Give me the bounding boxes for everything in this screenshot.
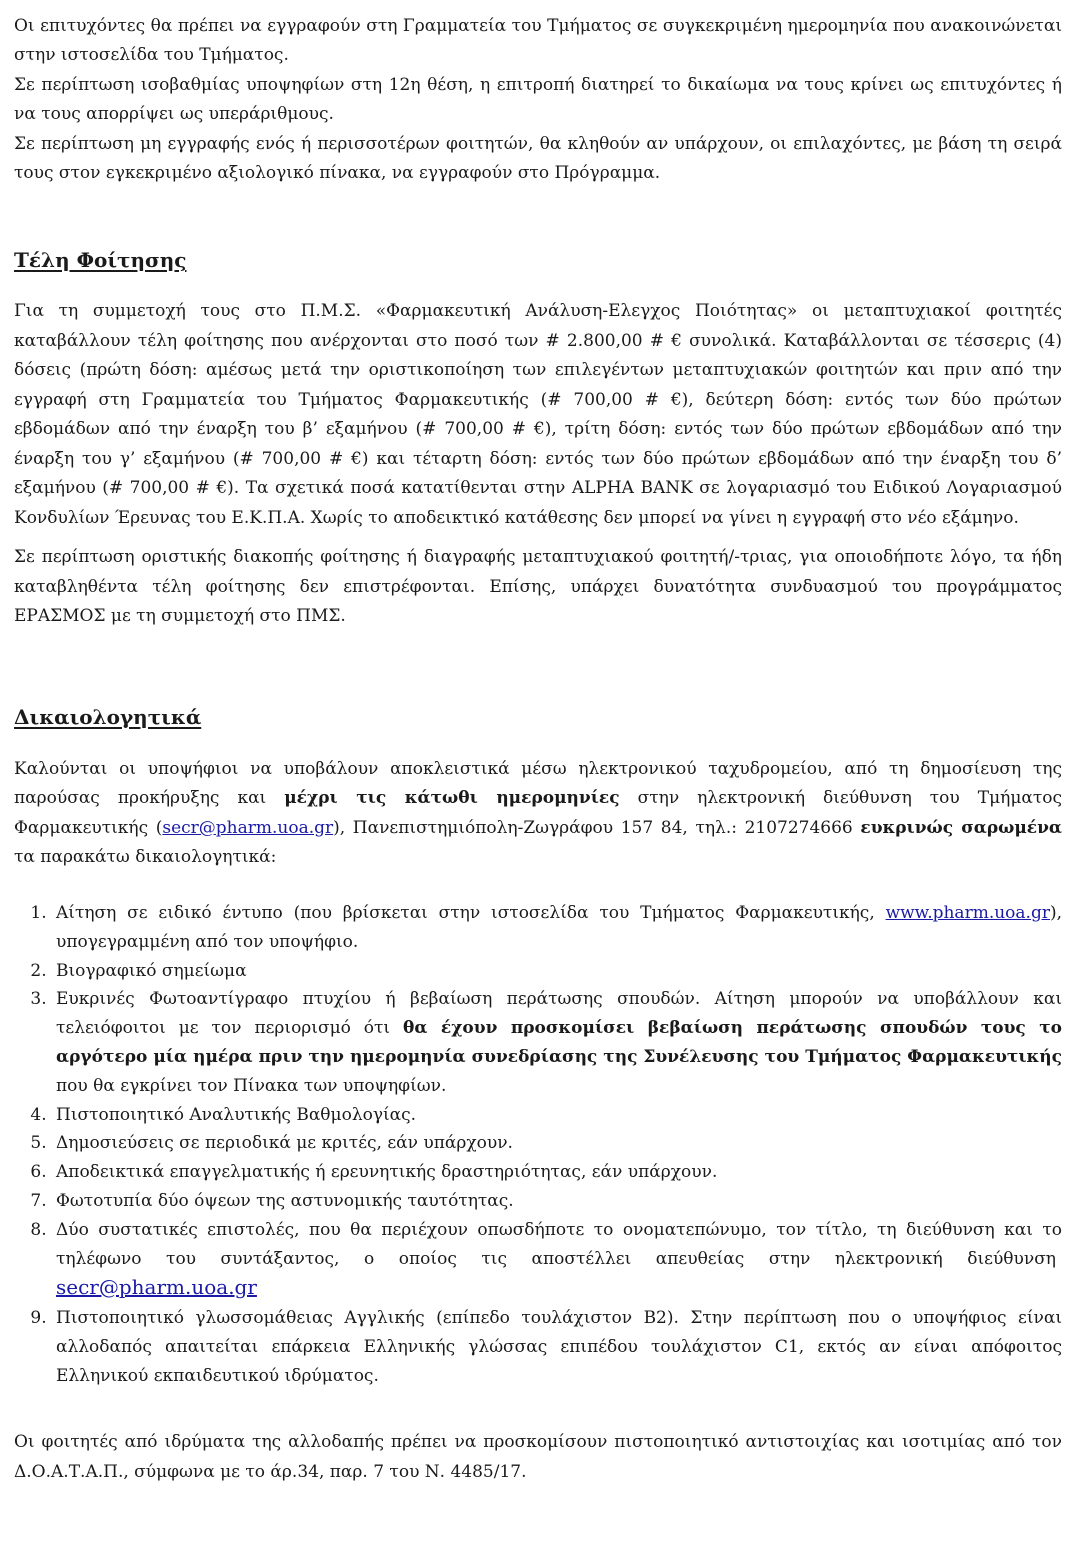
list-item-text: που θα εγκρίνει τον Πίνακα των υποψηφίων. xyxy=(56,1075,447,1096)
list-item-language xyxy=(52,1304,1062,1390)
documents-intro-text-a: Καλούνται οι υποψήφιοι να υποβάλουν αποκλειστικά μέσω ηλεκτρονικού ταχυδρομείου, από τη δημοσίευση της παρούσας προκήρυξης και xyxy=(14,758,1062,809)
list-item-text: Φωτοτυπία δύο όψεων της αστυνομικής ταυτότητας. xyxy=(56,1190,514,1211)
list-item-cv xyxy=(52,957,1062,986)
list-item-application xyxy=(52,899,1062,957)
list-item-text: Αποδεικτικά επαγγελματικής ή ερευνητικής δραστηριότητας, εάν υπάρχουν. xyxy=(56,1162,718,1183)
secretariat-email-link[interactable]: secr@pharm.uoa.gr xyxy=(162,817,334,838)
list-item-text: Αίτηση σε ειδικό έντυπο (που βρίσκεται στην ιστοσελίδα του Τμήματος Φαρμακευτικής, xyxy=(56,902,875,923)
list-item-transcript xyxy=(52,1101,1062,1130)
fees-heading: Τέλη Φοίτησης xyxy=(14,248,187,273)
closing-section xyxy=(14,1427,1062,1487)
documents-section xyxy=(14,755,1062,1391)
list-item-emphasis: θα έχουν προσκομίσει βεβαίωση περάτωσης σπουδών τους το αργότερο μία ημέρα πριν την ημερομηνία συνεδρίασης της Συνέλευσης του Τμήματος Φαρμακευτικής xyxy=(56,1018,1062,1067)
list-item-id-card xyxy=(52,1187,1062,1216)
closing-paragraph-foreign-degrees: Οι φοιτητές από ιδρύματα της αλλοδαπής πρέπει να προσκομίσουν πιστοποιητικό αντιστοιχίας και ισοτιμίας από τον Δ.Ο.Α.Τ.Α.Π., σύμφωνα με το άρ.34, παρ. 7 του Ν. 4485/17. xyxy=(14,1432,1062,1483)
required-documents-list xyxy=(14,899,1062,1391)
list-item-text: Βιογραφικό σημείωμα xyxy=(56,960,247,981)
documents-intro-text-d: ), Πανεπιστημιόπολη-Ζωγράφου 157 84, τηλ.: 2107274666 xyxy=(333,817,853,838)
list-item-text: Δημοσιεύσεις σε περιοδικά με κριτές, εάν υπάρχουν. xyxy=(56,1133,513,1154)
documents-intro-text-f: τα παρακάτω δικαιολογητικά: xyxy=(14,847,277,868)
recommendation-email-link[interactable]: secr@pharm.uoa.gr xyxy=(56,1275,257,1300)
list-item-recommendations xyxy=(52,1216,1062,1304)
list-item-experience xyxy=(52,1158,1062,1187)
documents-intro-paragraph xyxy=(14,755,1062,873)
list-item-publications xyxy=(52,1129,1062,1158)
list-item-text: ), υπογεγραμμένη από τον υποψήφιο. xyxy=(56,902,1062,952)
department-website-link[interactable]: www.pharm.uoa.gr xyxy=(885,902,1050,923)
documents-heading: Δικαιολογητικά xyxy=(14,704,202,729)
list-item-text: Πιστοποιητικό Αναλυτικής Βαθμολογίας. xyxy=(56,1104,417,1125)
list-item-text: Πιστοποιητικό γλωσσομάθειας Αγγλικής (επίπεδο τουλάχιστον Β2). Στην περίπτωση που ο υποψήφιος είναι αλλοδαπός απαιτείται επάρκεια Ελληνικής γλώσσας επιπέδου τουλάχιστον C1, εκτός αν είναι απόφοιτος Ελληνικού εκπαιδευτικού ιδρύματος. xyxy=(56,1308,1062,1386)
fees-section xyxy=(14,297,1062,632)
fees-paragraph-amounts: Για τη συμμετοχή τους στο Π.Μ.Σ. «Φαρμακευτική Ανάλυση-Ελεγχος Ποιότητας» οι μεταπτυχιακοί φοιτητές καταβάλλουν τέλη φοίτησης που ανέρχονται στο ποσό των # 2.800,00 # € συνολικά. Καταβάλλονται σε τέσσερις (4) δόσεις (πρώτη δόση: αμέσως μετά την οριστικοποίηση των επιλεγέντων μεταπτυχιακών φοιτητών και πριν από την εγγραφή στη Γραμματεία του Τμήματος Φαρμακευτικής (# 700,00 # €), δεύτερη δόση: εντός των δύο πρώτων εβδομάδων από την έναρξη του β’ εξαμήνου (# 700,00 # €), τρίτη δόση: εντός των δύο πρώτων εβδομάδων από την έναρξη του γ’ εξαμήνου (# 700,00 # €) και τέταρτη δόση: εντός των δύο πρώτων εβδομάδων από την έναρξη του δ’ εξαμήνου (# 700,00 # €). Τα σχετικά ποσά κατατίθενται στην ALPHA BANK σε λογαριασμό του Ειδικού Λογαριασμού Κονδυλίων Έρευνας του Ε.Κ.Π.Α. Χωρίς το αποδεικτικό κατάθεσης δεν μπορεί να γίνει η εγγραφή στο νέο εξάμηνο. xyxy=(14,301,1062,528)
documents-intro-text-c: στην ηλεκτρονική διεύθυνση του Τμήματος Φαρμακευτικής ( xyxy=(14,788,1063,838)
list-item-degree xyxy=(52,985,1062,1100)
fees-paragraph-refund: Σε περίπτωση οριστικής διακοπής φοίτησης ή διαγραφής μεταπτυχιακού φοιτητή/-τριας, για οποιοδήποτε λόγο, τα ήδη καταβληθέντα τέλη φοίτησης δεν επιστρέφονται. Επίσης, υπάρχει δυνατότητα συνδυασμού του προγράμματος ΕΡΑΣΜΟΣ με τη συμμετοχή στο ΠΜΣ. xyxy=(14,547,1062,627)
intro-paragraph-registration: Οι επιτυχόντες θα πρέπει να εγγραφούν στη Γραμματεία του Τμήματος σε συγκεκριμένη ημερομηνία που ανακοινώνεται στην ιστοσελίδα του Τμήματος. xyxy=(14,16,1062,66)
list-item-text: Δύο συστατικές επιστολές, που θα περιέχουν οπωσδήποτε το ονοματεπώνυμο, τον τίτλο, τη διεύθυνση και το τηλέφωνο του συντάξαντος, ο οποίος τις αποστέλλει απευθείας στην ηλεκτρονική διεύθυνση xyxy=(56,1219,1062,1269)
intro-paragraph-runners-up: Σε περίπτωση μη εγγραφής ενός ή περισσοτέρων φοιτητών, θα κληθούν αν υπάρχουν, οι επιλαχόντες, με βάση τη σειρά τους στον εγκεκριμένο αξιολογικό πίνακα, να εγγραφούν στο Πρόγραμμα. xyxy=(14,133,1062,184)
intro-section xyxy=(14,12,1062,188)
intro-paragraph-tie: Σε περίπτωση ισοβαθμίας υποψηφίων στη 12η θέση, η επιτροπή διατηρεί το δικαίωμα να τους κρίνει ως επιτυχόντες ή να τους απορρίψει ως υπεράριθμους. xyxy=(14,74,1062,125)
documents-deadline-emphasis: μέχρι τις κάτωθι ημερομηνίες xyxy=(284,788,620,809)
documents-scanned-emphasis: ευκρινώς σαρωμένα xyxy=(860,817,1062,838)
list-item-text: Ευκρινές Φωτοαντίγραφο πτυχίου ή βεβαίωση περάτωσης σπουδών. Αίτηση μπορούν να υποβάλλουν και τελειόφοιτοι με τον περιορισμό ότι xyxy=(56,989,1062,1039)
